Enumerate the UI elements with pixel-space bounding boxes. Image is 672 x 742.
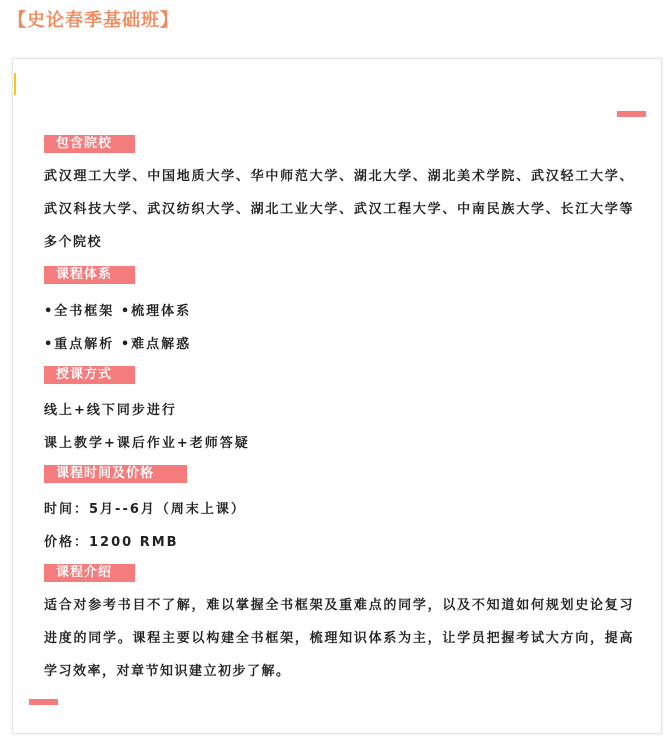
red-accent-bar-bottom (29, 699, 58, 705)
time-line: 时间：5月--6月（周末上课） (44, 502, 246, 517)
section-heading-schools: 包含院校 (44, 135, 135, 153)
schools-text: 武汉理工大学、中国地质大学、华中师范大学、湖北大学、湖北美术学院、武汉轻工大学、武汉科技大学、武汉纺织大学、湖北工业大学、武汉工程大学、中南民族大学、长江大学等多个院校 (44, 169, 634, 250)
course-card (12, 58, 662, 734)
mode-line-2: 课上教学+课后作业+老师答疑 (44, 436, 250, 451)
section-heading-system: 课程体系 (44, 266, 135, 284)
system-line-2: •重点解析 •难点解惑 (44, 337, 192, 352)
yellow-accent-bar (14, 73, 16, 95)
price-line: 价格：1200 RMB (44, 535, 179, 550)
intro-text: 适合对参考书目不了解，难以掌握全书框架及重难点的同学，以及不知道如何规划史论复习进度的同学。课程主要以构建全书框架，梳理知识体系为主，让学员把握考试大方向，提高学习效率，对章节知识建立初步了解。 (44, 598, 634, 679)
red-accent-bar-top (617, 111, 646, 117)
section-heading-intro: 课程介绍 (44, 564, 135, 582)
mode-line-1: 线上+线下同步进行 (44, 403, 177, 418)
page-title: 【史论春季基础班】 (8, 10, 179, 31)
section-heading-mode: 授课方式 (44, 366, 135, 384)
system-line-1: •全书框架 •梳理体系 (44, 304, 192, 319)
section-heading-time-price: 课程时间及价格 (44, 465, 187, 483)
